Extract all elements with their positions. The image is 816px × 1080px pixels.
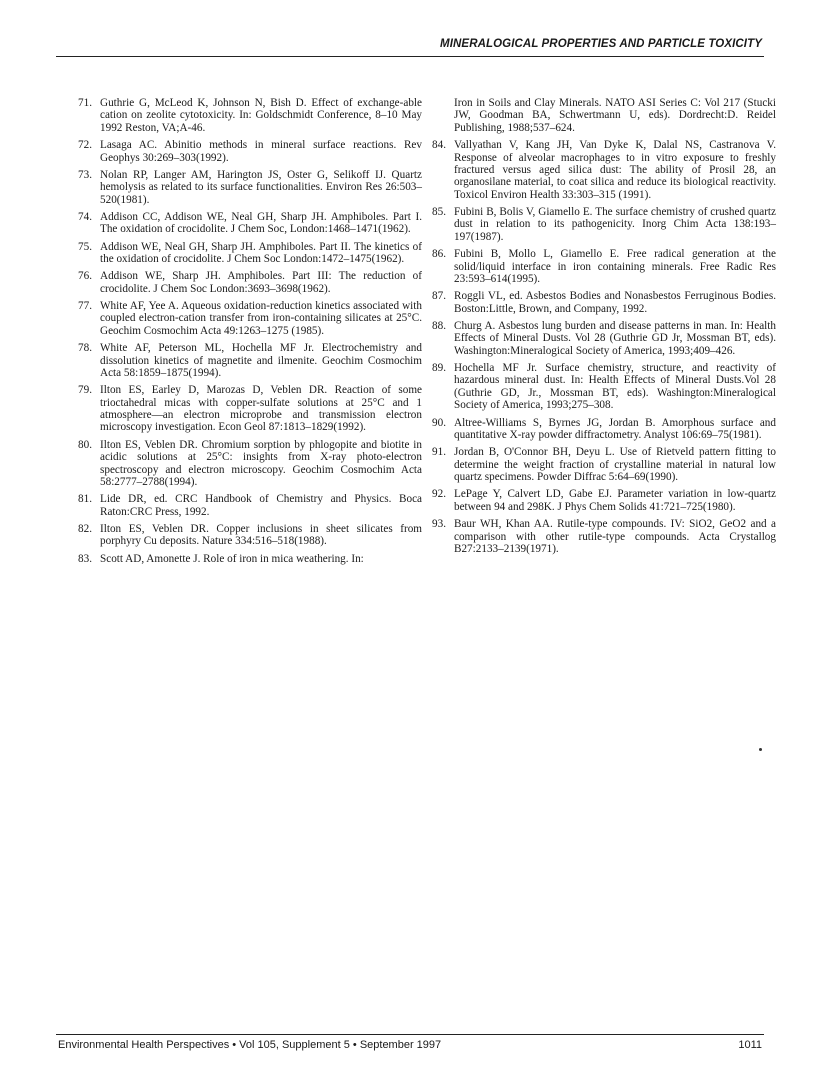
reference-number: 77. bbox=[78, 300, 92, 313]
header-title: MINERALOGICAL PROPERTIES AND PARTICLE TOXICITY bbox=[440, 38, 762, 50]
reference-item bbox=[424, 206, 776, 243]
reference-number: 73. bbox=[78, 168, 92, 181]
reference-item bbox=[424, 320, 776, 357]
reference-text: Churg A. Asbestos lung burden and disease patterns in man. In: Health Effects of Mineral Dusts. Vol 28 (Guthrie GD Jr, Mossman BT, eds). Washington:Mineralogical Society of America, 1993;409–426. bbox=[454, 319, 776, 357]
stray-dot-mark bbox=[759, 748, 762, 751]
reference-item bbox=[424, 139, 776, 201]
reference-number: 79. bbox=[78, 384, 92, 397]
reference-item bbox=[70, 493, 422, 518]
reference-item bbox=[424, 488, 776, 513]
reference-number: 72. bbox=[78, 139, 92, 152]
reference-text: Addison CC, Addison WE, Neal GH, Sharp JH. Amphiboles. Part I. The oxidation of crocidolite. J Chem Soc, London:1468–1471(1962). bbox=[100, 210, 422, 236]
reference-text: White AF, Peterson ML, Hochella MF Jr. Electrochemistry and dissolution kinetics of magnetite and ilmenite. Geochim Cosmochim Acta 58:1859–1875(1994). bbox=[100, 342, 422, 379]
reference-number: 91. bbox=[432, 446, 446, 459]
reference-number: 71. bbox=[78, 97, 92, 109]
reference-item bbox=[424, 518, 776, 555]
reference-text: Guthrie G, McLeod K, Johnson N, Bish D. Effect of exchange-able cation on zeolite cytotoxicity. In: Goldschmidt Conference, 8–10 May 1992 Reston, VA;A-46. bbox=[100, 97, 422, 134]
reference-text: Roggli VL, ed. Asbestos Bodies and Nonasbestos Ferruginous Bodies. Boston:Little, Brown, and Company, 1992. bbox=[454, 290, 776, 315]
reference-item bbox=[70, 97, 422, 134]
reference-item bbox=[70, 270, 422, 295]
reference-number: 80. bbox=[78, 438, 92, 451]
page-footer bbox=[56, 1034, 764, 1053]
reference-text: Iron in Soils and Clay Minerals. NATO ASI Series C: Vol 217 (Stucki JW, Goodman BA, Schwertmann U, eds). Dordrecht:D. Reidel Publishing, 1988;537–624. bbox=[454, 97, 776, 134]
reference-item bbox=[424, 290, 776, 315]
reference-item bbox=[424, 417, 776, 442]
references-right-column bbox=[424, 97, 776, 560]
reference-number: 92. bbox=[432, 488, 446, 501]
reference-text: Fubini B, Mollo L, Giamello E. Free radical generation at the solid/liquid interface in iron containing minerals. Free Radic Res 23:593–614(1995). bbox=[454, 248, 776, 285]
reference-number: 93. bbox=[432, 518, 446, 531]
reference-number: 82. bbox=[78, 522, 92, 535]
reference-item bbox=[70, 553, 422, 565]
footer-journal-citation: Environmental Health Perspectives • Vol 105, Supplement 5 • September 1997 bbox=[58, 1039, 442, 1051]
reference-text: Scott AD, Amonette J. Role of iron in mica weathering. In: bbox=[100, 552, 364, 565]
reference-number: 87. bbox=[432, 290, 446, 303]
reference-item bbox=[70, 241, 422, 266]
reference-item bbox=[70, 523, 422, 548]
reference-item bbox=[70, 139, 422, 164]
reference-item bbox=[70, 211, 422, 236]
reference-item bbox=[424, 446, 776, 483]
reference-item bbox=[424, 362, 776, 412]
reference-number: 81. bbox=[78, 493, 92, 506]
reference-number: 74. bbox=[78, 210, 92, 223]
reference-number: 90. bbox=[432, 416, 446, 429]
reference-number: 86. bbox=[432, 248, 446, 261]
reference-text: Ilton ES, Veblen DR. Copper inclusions in sheet silicates from porphyry Cu deposits. Nature 334:516–518(1988). bbox=[100, 522, 422, 548]
reference-text: Baur WH, Khan AA. Rutile-type compounds. IV: SiO2, GeO2 and a comparison with other rutile-type compounds. Acta Crystallog B27:2133–2139(1971). bbox=[454, 518, 776, 555]
reference-text: Hochella MF Jr. Surface chemistry, structure, and reactivity of hazardous mineral dust. In: Health Effects of Mineral Dusts.Vol 28 (Guthrie GD, Jr., Mossman BT, eds). Washington:Mineralogical Society of America, 1993;275–308. bbox=[454, 362, 776, 412]
reference-text: Lasaga AC. Abinitio methods in mineral surface reactions. Rev Geophys 30:269–303(1992). bbox=[100, 139, 422, 164]
reference-item bbox=[70, 169, 422, 206]
reference-text: Addison WE, Neal GH, Sharp JH. Amphiboles. Part II. The kinetics of the oxidation of crocidolite. J Chem Soc London:1472–1475(1962). bbox=[100, 240, 422, 266]
reference-number: 89. bbox=[432, 362, 446, 375]
reference-item bbox=[424, 248, 776, 285]
running-header bbox=[56, 36, 764, 57]
reference-number: 85. bbox=[432, 206, 446, 219]
reference-text: Addison WE, Sharp JH. Amphiboles. Part III: The reduction of crocidolite. J Chem Soc London:3693–3698(1962). bbox=[100, 270, 422, 295]
reference-text: Jordan B, O'Connor BH, Deyu L. Use of Rietveld pattern fitting to determine the weight fraction of crystalline material in natural low quartz specimens. Powder Diffrac 5:64–69(1990). bbox=[454, 446, 776, 484]
reference-number: 78. bbox=[78, 342, 92, 355]
reference-text: Vallyathan V, Kang JH, Van Dyke K, Dalal NS, Castranova V. Response of alveolar macrophages to in vitro exposure to freshly fractured versus aged silica dust: The ability of Prosil 28, an organosilane material, to coat silica and reduce its biological reactivity. Toxicol Environ Health 33:303–315 (1991). bbox=[454, 139, 776, 201]
references-left-column bbox=[70, 97, 422, 570]
reference-text: Ilton ES, Veblen DR. Chromium sorption by phlogopite and biotite in acidic solutions at 25°C: insights from X-ray photo-electron spectroscopy and electron microscopy. Geochim Cosmochim Acta 58:2777–2788(1994). bbox=[100, 438, 422, 488]
reference-number: 75. bbox=[78, 240, 92, 253]
reference-item bbox=[70, 439, 422, 489]
reference-continuation bbox=[424, 97, 776, 134]
reference-text: White AF, Yee A. Aqueous oxidation-reduction kinetics associated with coupled electron-cation transfer from iron-containing silicates at 25°C. Geochim Cosmochim Acta 49:1263–1275 (1985). bbox=[100, 300, 422, 337]
reference-number: 88. bbox=[432, 319, 446, 332]
reference-number: 76. bbox=[78, 270, 92, 283]
reference-item bbox=[70, 342, 422, 379]
reference-number: 84. bbox=[432, 139, 446, 152]
reference-number: 83. bbox=[78, 552, 92, 565]
reference-text: Ilton ES, Earley D, Marozas D, Veblen DR. Reaction of some trioctahedral micas with copper-sulfate solutions at 25°C and 1 atmosphere—an electron microprobe and transmission electron microscopy investigation. Econ Geol 87:1813–1829(1992). bbox=[100, 384, 422, 434]
reference-text: Lide DR, ed. CRC Handbook of Chemistry and Physics. Boca Raton:CRC Press, 1992. bbox=[100, 493, 422, 518]
reference-text: Altree-Williams S, Byrnes JG, Jordan B. Amorphous surface and quantitative X-ray powder diffractometry. Analyst 106:69–75(1981). bbox=[454, 416, 776, 441]
reference-item bbox=[70, 300, 422, 337]
page-number: 1011 bbox=[738, 1039, 762, 1051]
reference-text: LePage Y, Calvert LD, Gabe EJ. Parameter variation in low-quartz between 94 and 298K. J Phys Chem Solids 41:721–725(1980). bbox=[454, 488, 776, 513]
reference-text: Nolan RP, Langer AM, Harington JS, Oster G, Selikoff IJ. Quartz hemolysis as related to its surface functionalities. Environ Res 26:503–520(1981). bbox=[100, 168, 422, 206]
reference-item bbox=[70, 384, 422, 434]
reference-text: Fubini B, Bolis V, Giamello E. The surface chemistry of crushed quartz dust in relation to its pathogenicity. Inorg Chim Acta 138:193–197(1987). bbox=[454, 206, 776, 243]
